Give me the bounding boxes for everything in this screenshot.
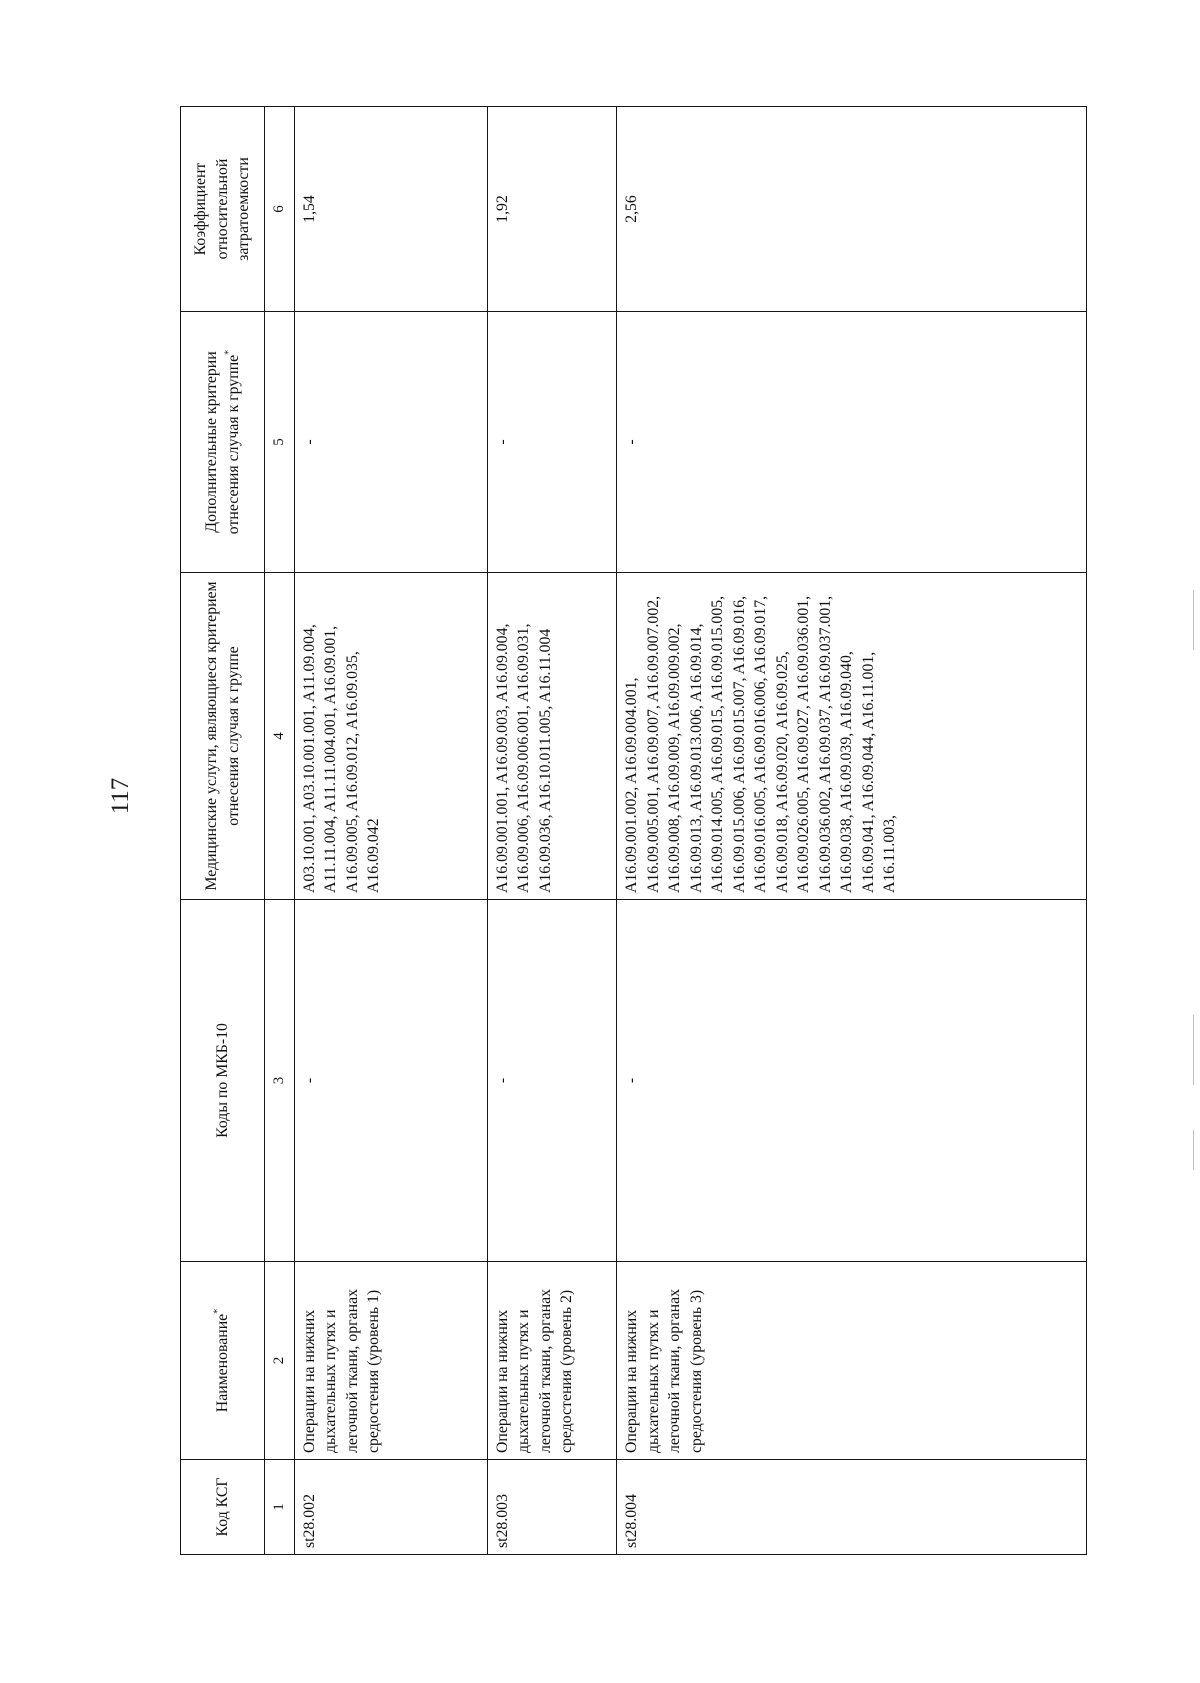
ksg-code-cell: st28.003: [487, 1460, 616, 1555]
table-header-row: [181, 107, 265, 1555]
scan-mark: [1193, 590, 1194, 650]
page-number: 117: [107, 777, 134, 815]
coefficient-cell: 1,54: [294, 107, 487, 312]
footnote-mark: *: [223, 349, 235, 355]
column-number: 6: [265, 107, 295, 312]
services-cell: A16.09.001.002, A16.09.004.001, A16.09.005.001, A16.09.007, A16.09.007.002, A16.09.008, A16.09.009, A16.09.009.002, A16.09.013, A16.09.013.006, A16.09.014, A16.09.014.005, A16.09.015, A16.09.015.005, A16.09.015.006, A16.09.015.007, A16.09.016, A16.09.016.005, A16.09.016.006, A16.09.017, A16.09.018, A16.09.020, A16.09.025, A16.09.026.005, A16.09.027, A16.09.036.001, A16.09.036.002, A16.09.037, A16.09.037.001, A16.09.038, A16.09.039, A16.09.040, A16.09.041, A16.09.044, A16.11.001, A16.11.003,: [617, 573, 1087, 900]
criteria-cell: -: [487, 312, 616, 573]
column-number-row: [265, 107, 295, 1555]
scan-mark: [1193, 1015, 1194, 1085]
header-code: Код КСГ: [181, 1460, 265, 1555]
table-row: [617, 107, 1087, 1555]
criteria-cell: -: [617, 312, 1087, 573]
header-name: Наименование*: [181, 1262, 265, 1460]
header-mkb-codes: Коды по МКБ-10: [181, 900, 265, 1262]
services-cell: A16.09.001.001, A16.09.003, A16.09.004, A16.09.006, A16.09.006.001, A16.09.031, A16.09.036, A16.10.011.005, A16.11.004: [487, 573, 616, 900]
rotated-table-wrapper: [180, 107, 1087, 1555]
column-number: 3: [265, 900, 295, 1262]
ksg-name-cell: Операции на нижних дыхательных путях и легочной ткани, органах средостения (уровень 2): [487, 1262, 616, 1460]
column-number: 2: [265, 1262, 295, 1460]
ksg-name-cell: Операции на нижних дыхательных путях и легочной ткани, органах средостения (уровень 3): [617, 1262, 1087, 1460]
mkb-codes-cell: -: [294, 900, 487, 1262]
mkb-codes-cell: -: [487, 900, 616, 1262]
scan-mark: [1193, 1130, 1194, 1170]
column-number: 4: [265, 573, 295, 900]
header-coefficient: Коэффициент относительной затратоемкости: [181, 107, 265, 312]
header-criteria: Дополнительные критерии отнесения случая к группе*: [181, 312, 265, 573]
ksg-table: [180, 106, 1087, 1555]
mkb-codes-cell: -: [617, 900, 1087, 1262]
footnote-mark: *: [212, 1308, 224, 1314]
header-services: Медицинские услуги, являющиеся критерием отнесения случая к группе: [181, 573, 265, 900]
criteria-cell: -: [294, 312, 487, 573]
ksg-code-cell: st28.002: [294, 1460, 487, 1555]
column-number: 5: [265, 312, 295, 573]
ksg-code-cell: st28.004: [617, 1460, 1087, 1555]
table-row: [294, 107, 487, 1555]
coefficient-cell: 2,56: [617, 107, 1087, 312]
ksg-name-cell: Операции на нижних дыхательных путях и легочной ткани, органах средостения (уровень 1): [294, 1262, 487, 1460]
table-row: [487, 107, 616, 1555]
coefficient-cell: 1,92: [487, 107, 616, 312]
column-number: 1: [265, 1460, 295, 1555]
services-cell: A03.10.001, A03.10.001.001, A11.09.004, A11.11.004, A11.11.004.001, A16.09.001, A16.09.005, A16.09.012, A16.09.035, A16.09.042: [294, 573, 487, 900]
